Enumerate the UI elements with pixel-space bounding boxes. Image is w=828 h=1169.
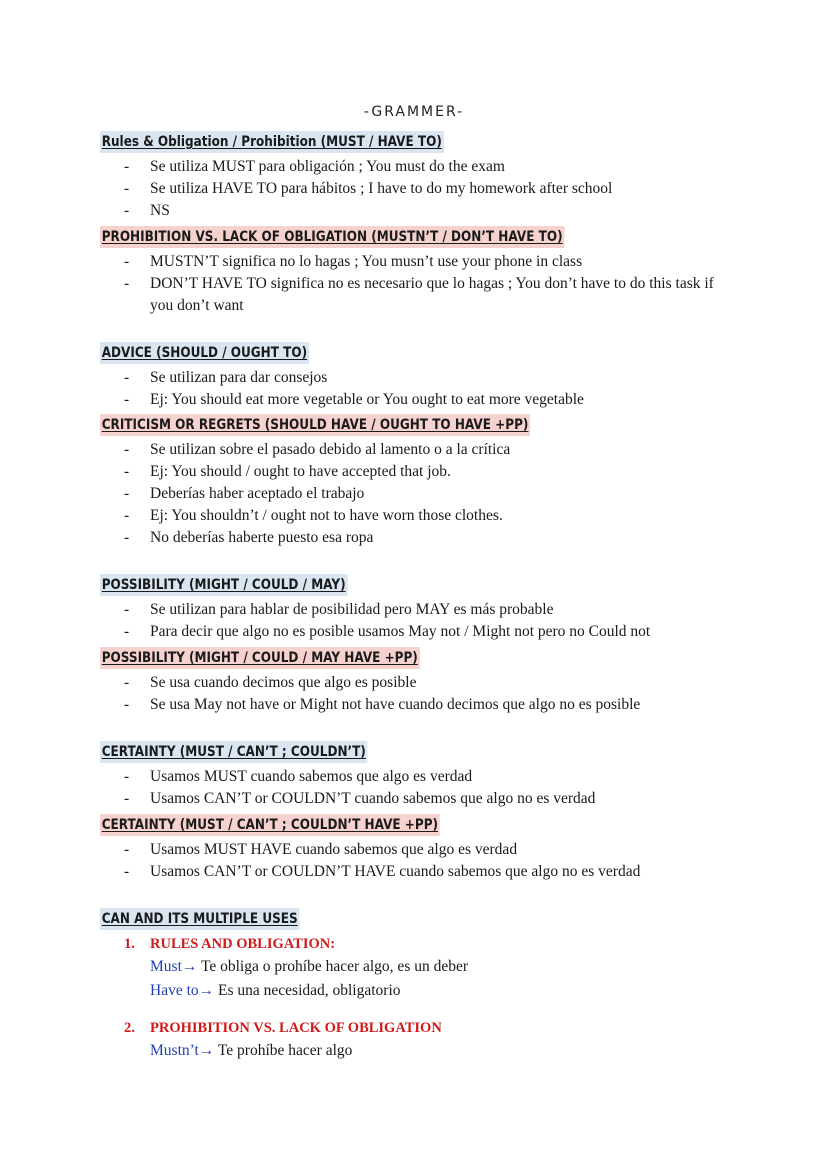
item-title: PROHIBITION VS. LACK OF OBLIGATION	[150, 1020, 442, 1036]
definition-text: Te obliga o prohíbe hacer algo, es un deber	[197, 958, 469, 975]
numbered-item-title	[124, 1017, 442, 1039]
section-heading-advice: ADVICE (SHOULD / OUGHT TO)	[100, 342, 309, 364]
numbered-item-prohibition	[124, 1017, 442, 1063]
item-title: RULES AND OBLIGATION:	[150, 936, 336, 952]
definition-text: Te prohíbe hacer algo	[214, 1042, 353, 1059]
bullet-list-certainty	[124, 766, 595, 810]
numbered-item-rules	[124, 933, 468, 1003]
definition-line	[124, 1039, 442, 1063]
section-heading-possibility: POSSIBILITY (MIGHT / COULD / MAY)	[100, 574, 347, 596]
list-item: - Ej: You should eat more vegetable or You ought to eat more vegetable	[124, 389, 584, 411]
section-heading-rules-obligation: Rules & Obligation / Prohibition (MUST / HAVE TO)	[100, 131, 444, 153]
bullet-list-possibility-pp	[124, 672, 640, 716]
list-item: - DON’T HAVE TO significa no es necesario que lo hagas ; You don’t have to do this task if you don’t want	[124, 273, 730, 317]
arrow-right-icon: →	[198, 1042, 215, 1059]
list-item: - Se utilizan para hablar de posibilidad pero MAY es más probable	[124, 599, 650, 621]
list-item: - No deberías haberte puesto esa ropa	[124, 527, 510, 549]
page-title: -GRAMMER-	[363, 104, 465, 120]
term: Have to	[150, 982, 199, 999]
list-item: - Se utilizan sobre el pasado debido al lamento o a la crítica	[124, 439, 510, 461]
section-heading-can-uses: CAN AND ITS MULTIPLE USES	[100, 908, 299, 930]
bullet-list-advice	[124, 367, 584, 411]
list-item: - Se usa May not have or Might not have cuando decimos que algo no es posible	[124, 694, 640, 716]
section-heading-certainty-pp: CERTAINTY (MUST / CAN’T ; COULDN’T HAVE +PP)	[100, 814, 440, 836]
bullet-list-certainty-pp	[124, 839, 640, 883]
section-heading-possibility-pp: POSSIBILITY (MIGHT / COULD / MAY HAVE +PP)	[100, 647, 420, 669]
list-item: - Usamos CAN’T or COULDN’T cuando sabemos que algo no es verdad	[124, 788, 595, 810]
item-number: 2.	[124, 1020, 135, 1036]
bullet-list-rules-obligation	[124, 156, 612, 222]
section-heading-prohibition: PROHIBITION VS. LACK OF OBLIGATION (MUSTN’T / DON’T HAVE TO)	[100, 226, 564, 248]
term: Mustn’t	[150, 1042, 199, 1059]
bullet-list-possibility	[124, 599, 650, 643]
list-item: - Se usa cuando decimos que algo es posible	[124, 672, 640, 694]
list-item: - Para decir que algo no es posible usamos May not / Might not pero no Could not	[124, 621, 650, 643]
item-number: 1.	[124, 936, 135, 952]
list-item: - Usamos CAN’T or COULDN’T HAVE cuando sabemos que algo no es verdad	[124, 861, 640, 883]
section-heading-certainty: CERTAINTY (MUST / CAN’T ; COULDN’T)	[100, 741, 368, 763]
bullet-list-prohibition	[124, 251, 730, 317]
list-item: - Usamos MUST HAVE cuando sabemos que algo es verdad	[124, 839, 640, 861]
list-item: - MUSTN’T significa no lo hagas ; You musn’t use your phone in class	[124, 251, 730, 273]
list-item: - Usamos MUST cuando sabemos que algo es verdad	[124, 766, 595, 788]
list-item: - Se utiliza HAVE TO para hábitos ; I have to do my homework after school	[124, 178, 612, 200]
list-item: - Ej: You should / ought to have accepted that job.	[124, 461, 510, 483]
list-item: - Se utiliza MUST para obligación ; You must do the exam	[124, 156, 612, 178]
arrow-right-icon: →	[198, 982, 215, 999]
numbered-item-title	[124, 933, 468, 955]
section-heading-criticism: CRITICISM OR REGRETS (SHOULD HAVE / OUGHT TO HAVE +PP)	[100, 414, 530, 436]
arrow-right-icon: →	[181, 958, 198, 975]
definition-line	[124, 979, 468, 1003]
list-item: - Ej: You shouldn’t / ought not to have worn those clothes.	[124, 505, 510, 527]
term: Must	[150, 958, 182, 975]
bullet-list-criticism	[124, 439, 510, 549]
list-item: - NS	[124, 200, 612, 222]
definition-text: Es una necesidad, obligatorio	[214, 982, 401, 999]
list-item: - Se utilizan para dar consejos	[124, 367, 584, 389]
list-item: - Deberías haber aceptado el trabajo	[124, 483, 510, 505]
definition-line	[124, 955, 468, 979]
